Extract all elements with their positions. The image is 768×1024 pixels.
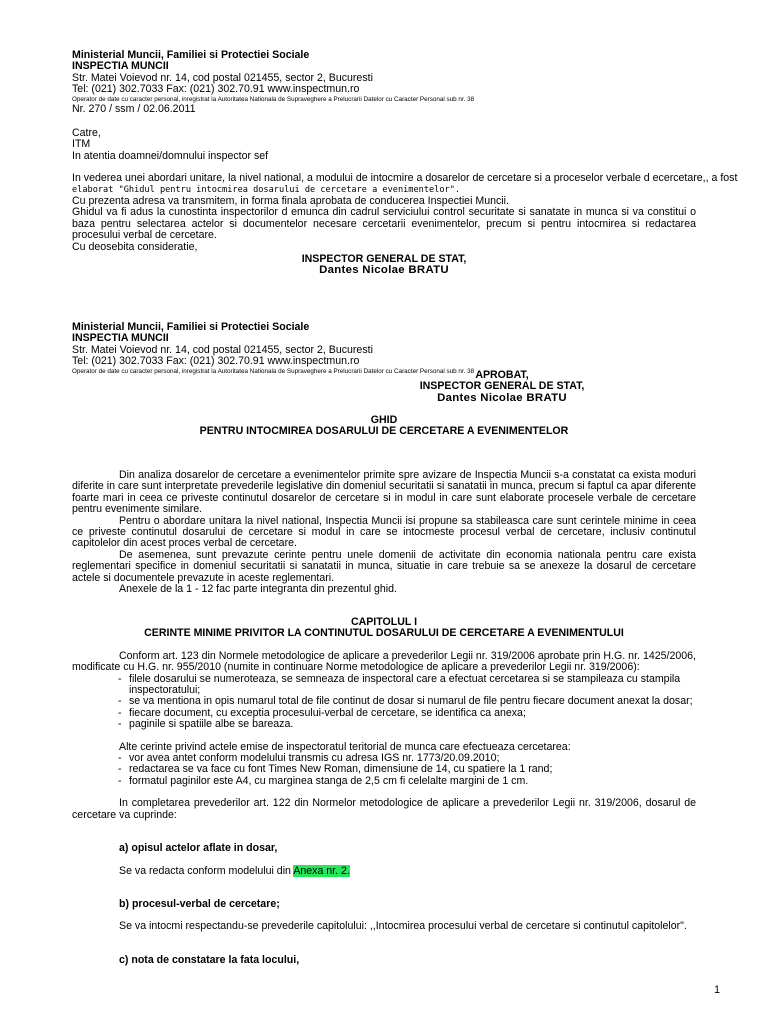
list-item: fiecare document, cu exceptia procesului-verbal de cercetare, se identifica ca anexa; — [129, 706, 526, 719]
contact-line: Tel: (021) 302.7033 Fax: (021) 302.70.91 www.inspectmun.ro — [72, 355, 360, 368]
item-a-title: a) opisul actelor aflate in dosar, — [119, 842, 278, 855]
approved-label: APROBAT, — [475, 369, 529, 381]
intro-paragraph-2: Pentru o abordare unitara la nivel national, Inspectia Muncii isi propune sa stabileasca care sunt cerintele minime in ceea ce priveste continutul dosarului de cercetare si modul in care se intocmeste procesul verbal de cercetare, inclusiv continutul capitolelor din acest proces verbal de cercetare. — [72, 514, 696, 550]
list-item: formatul paginilor este A4, cu marginea stanga de 2,5 cm fi celelalte margini de 1 cm. — [129, 774, 529, 787]
list-item: filele dosarului se numeroteaza, se semneaza de inspectoral care a efectuat cercetarea si se stampileaza cu stampila inspectoratului; — [129, 672, 681, 697]
letter-closing: Cu deosebita consideratie, — [72, 240, 198, 253]
chapter-1 — [72, 617, 696, 966]
chapter-subheading: CERINTE MINIME PRIVITOR LA CONTINUTUL DOSARULUI DE CERCETARE A EVENIMENTULUI — [144, 627, 624, 640]
list-item: se va mentiona in opis numarul total de file continut de dosar si numarul de file pentru fiecare document anexat la dosar; — [129, 695, 693, 708]
letter-paragraph-1: In vederea unei abordari unitare, la nivel national, a modului de intocmire a dosarelor de cercetare si a proceselor verbale d ecercetare,, a fost — [72, 172, 738, 185]
list-item: redactarea se va face cu font Times New Roman, dimensiune de 14, cu spatiere la 1 rand; — [129, 763, 553, 776]
letterhead-1 — [72, 50, 474, 115]
chapter-paragraph-1: Conform art. 123 din Normele metodologice de aplicare a prevederilor Legii nr. 319/2006 aprobate prin H.G. nr. 1425/2006, modificate cu H.G. nr. 955/2010 (numite in continuare Norme metodologice de aplicare a prevederilor Legii nr. 319/2006): — [72, 649, 696, 674]
approval-title: INSPECTOR GENERAL DE STAT, — [419, 380, 585, 393]
item-a-text: Se va redacta conform modelului din Anexa nr. 2. — [119, 864, 350, 877]
letterhead-2 — [72, 322, 474, 376]
intro-paragraph-3: De asemenea, sunt prevazute cerinte pentru unele domenii de activitate din economia nationala pentru care exista reglementari specifice in domeniul securitatii si sanatatii in munca, situatie in care trebuie sa se anexeze la dosarul de cercetare actele si documentele prevazute in aceste reglementari. — [72, 548, 696, 584]
institution-name: INSPECTIA MUNCII — [72, 332, 169, 345]
list-item: vor avea antet conform modelului transmis cu adresa IGS nr. 1773/20.09.2010; — [129, 752, 500, 765]
letter-paragraph-2: Cu prezenta adresa va transmitem, in forma finala aprobata de conducerea Inspectiei Muncii. — [72, 195, 509, 208]
guide-title-line-2: PENTRU INTOCMIREA DOSARULUI DE CERCETARE A EVENIMENTELOR — [199, 425, 569, 438]
letter-paragraph-1-cont: elaborat "Ghidul pentru intocmirea dosarului de cercetare a evenimentelor". — [72, 184, 461, 195]
letter-attention: In atentia doamnei/domnului inspector sef — [72, 149, 269, 162]
chapter-heading: CAPITOLUL I — [350, 616, 418, 628]
letter-to: Catre, — [72, 127, 101, 139]
signature-name: Dantes Nicolae BRATU — [319, 264, 449, 277]
letter-paragraph-3: Ghidul va fi adus la cunostinta inspectorilor d emunca din cadrul serviciului control securitate si sanatate in munca si va constitui o baza pentru selectarea actelor si documentelor necesare cercetarii evenimentelor, precum si pentru intocmirea si redactarea procesului verbal de cercetare. — [72, 206, 696, 242]
address: Str. Matei Voievod nr. 14, cod postal 021455, sector 2, Bucuresti — [72, 71, 373, 84]
guide-title — [72, 415, 696, 438]
letter-recipient: ITM — [72, 138, 91, 151]
intro-paragraph-4: Anexele de la 1 - 12 fac parte integranta din prezentul ghid. — [119, 583, 397, 596]
chapter-paragraph-2: Alte cerinte privind actele emise de inspectoratul teritorial de munca care efectueaza cercetarea: — [119, 740, 571, 753]
operator-note: Operator de date cu caracter personal, inregistrat la Autoritatea Nationala de Supraveghere a Prelucrarii Datelor cu Caracter Personal sub nr. 38 — [72, 367, 475, 375]
address: Str. Matei Voievod nr. 14, cod postal 021455, sector 2, Bucuresti — [72, 343, 373, 356]
guide-title-line-1: GHID — [370, 414, 398, 426]
item-b-title: b) procesul-verbal de cercetare; — [119, 897, 280, 910]
ministry-name: Ministerial Muncii, Familiei si Protectiei Sociale — [72, 49, 310, 61]
ministry-name: Ministerial Muncii, Familiei si Protectiei Sociale — [72, 321, 310, 333]
list-item: paginile si spatiile albe se bareaza. — [129, 718, 294, 731]
requirements-list-2 — [72, 753, 696, 787]
approval-name: Dantes Nicolae BRATU — [437, 391, 567, 404]
guide-intro — [72, 470, 696, 595]
chapter-paragraph-3: In completarea prevederilor art. 122 din Normelor metodologice de aplicare a prevederilor Legii nr. 319/2006, dosarul de cercetare va cuprinde: — [72, 797, 696, 821]
institution-name: INSPECTIA MUNCII — [72, 60, 169, 73]
signature-title: INSPECTOR GENERAL DE STAT, — [301, 253, 467, 266]
intro-paragraph-1: Din analiza dosarelor de cercetare a evenimentelor primite spre avizare de Inspectia Muncii s-a constatat ca exista moduri diferite in care sunt interpretate prevederile legislative din domeniul securitatii si sanatatii in munca, precum si faptul ca apar diferente foarte mari in ceea ce priveste continutul dosarelor de cercetare si in modul in care sunt elaborate procesele verbale de cercetare pentru evenimente similare. — [72, 469, 696, 516]
contact-line: Tel: (021) 302.7033 Fax: (021) 302.70.91 www.inspectmun.ro — [72, 83, 360, 96]
item-c-title: c) nota de constatare la fata locului, — [119, 953, 300, 966]
approval-block — [372, 370, 632, 404]
requirements-list-1 — [72, 674, 696, 731]
registration-number: Nr. 270 / ssm / 02.06.2011 — [72, 102, 196, 115]
operator-note: Operator de date cu caracter personal, inregistrat la Autoritatea Nationala de Supraveghere a Prelucrarii Datelor cu Caracter Personal sub nr. 38 — [72, 95, 475, 103]
annex-2-link[interactable]: Anexa nr. 2. — [293, 864, 350, 877]
item-b-text: Se va intocmi respectandu-se prevederile capitolului: ,,Intocmirea procesului verbal de cercetare si continutul capitolelor". — [119, 920, 687, 933]
page-number: 1 — [714, 984, 720, 996]
cover-letter — [72, 127, 738, 277]
